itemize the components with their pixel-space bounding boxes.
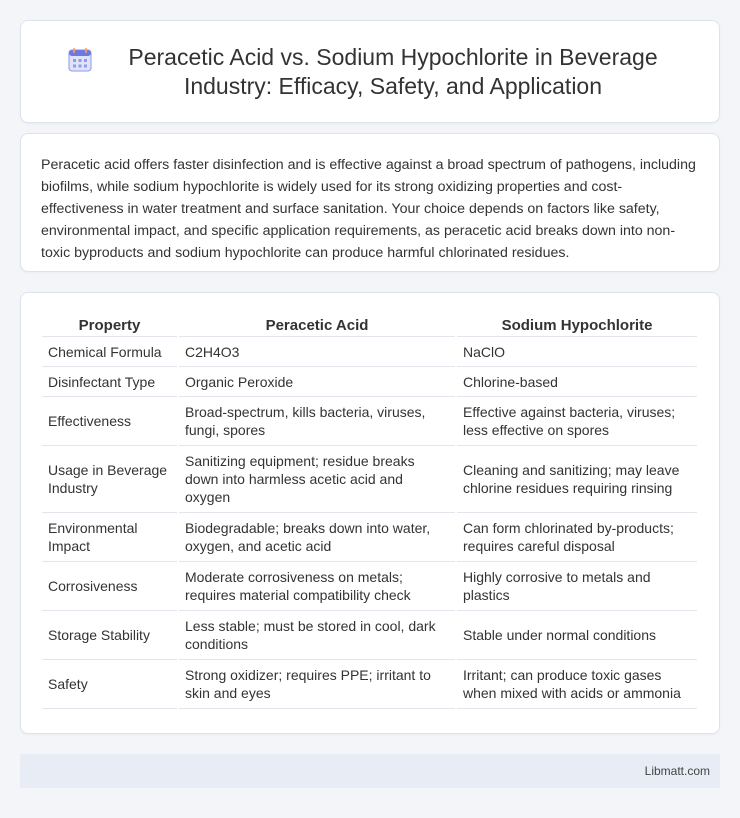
comparison-card [20, 292, 720, 734]
footer [20, 754, 720, 788]
table-row [42, 562, 697, 611]
footer-brand: Libmatt.com [644, 764, 710, 778]
cell-peracetic-acid: Less stable; must be stored in cool, dark conditions [179, 611, 455, 660]
cell-sodium-hypochlorite: Cleaning and sanitizing; may leave chlorine residues requiring rinsing [457, 446, 697, 513]
table-row [42, 367, 697, 397]
table-row [42, 446, 697, 513]
cell-property: Disinfectant Type [42, 367, 177, 397]
title-card [20, 20, 720, 123]
table-row [42, 397, 697, 446]
table-row [42, 337, 697, 367]
cell-property: Chemical Formula [42, 337, 177, 367]
summary-text: Peracetic acid offers faster disinfection and is effective against a broad spectrum of pathogens, including biofilms, while sodium hypochlorite is widely used for its strong oxidizing properties and cost-effectiveness in water treatment and surface sanitation. Your choice depends on factors like safety, environmental impact, and specific application requirements, as peracetic acid breaks down into non-toxic byproducts and sodium hypochlorite can produce harmful chlorinated residues. [41, 157, 696, 261]
table-row [42, 611, 697, 660]
cell-sodium-hypochlorite: Irritant; can produce toxic gases when mixed with acids or ammonia [457, 660, 697, 709]
cell-peracetic-acid: Sanitizing equipment; residue breaks down into harmless acetic acid and oxygen [179, 446, 455, 513]
cell-property: Storage Stability [42, 611, 177, 660]
cell-peracetic-acid: C2H4O3 [179, 337, 455, 367]
cell-peracetic-acid: Biodegradable; breaks down into water, oxygen, and acetic acid [179, 513, 455, 562]
cell-property: Corrosiveness [42, 562, 177, 611]
cell-sodium-hypochlorite: Stable under normal conditions [457, 611, 697, 660]
table-row [42, 660, 697, 709]
cell-sodium-hypochlorite: Can form chlorinated by-products; requires careful disposal [457, 513, 697, 562]
cell-property: Environmental Impact [42, 513, 177, 562]
cell-sodium-hypochlorite: Highly corrosive to metals and plastics [457, 562, 697, 611]
header-property: Property [42, 313, 177, 337]
cell-peracetic-acid: Broad-spectrum, kills bacteria, viruses, fungi, spores [179, 397, 455, 446]
cell-sodium-hypochlorite: NaClO [457, 337, 697, 367]
table-header-row [42, 313, 697, 337]
title-wrap [67, 43, 673, 101]
cell-sodium-hypochlorite: Chlorine-based [457, 367, 697, 397]
header-sodium-hypochlorite: Sodium Hypochlorite [457, 313, 697, 337]
table-row [42, 513, 697, 562]
summary-card [20, 133, 720, 272]
cell-property: Usage in Beverage Industry [42, 446, 177, 513]
cell-property: Effectiveness [42, 397, 177, 446]
header-peracetic-acid: Peracetic Acid [179, 313, 455, 337]
cell-peracetic-acid: Strong oxidizer; requires PPE; irritant to skin and eyes [179, 660, 455, 709]
comparison-table [40, 313, 699, 709]
cell-peracetic-acid: Moderate corrosiveness on metals; requires material compatibility check [179, 562, 455, 611]
page-title: Peracetic Acid vs. Sodium Hypochlorite in Beverage Industry: Efficacy, Safety, and Application [128, 43, 658, 99]
cell-sodium-hypochlorite: Effective against bacteria, viruses; less effective on spores [457, 397, 697, 446]
cell-property: Safety [42, 660, 177, 709]
calendar-icon [67, 47, 93, 73]
cell-peracetic-acid: Organic Peroxide [179, 367, 455, 397]
